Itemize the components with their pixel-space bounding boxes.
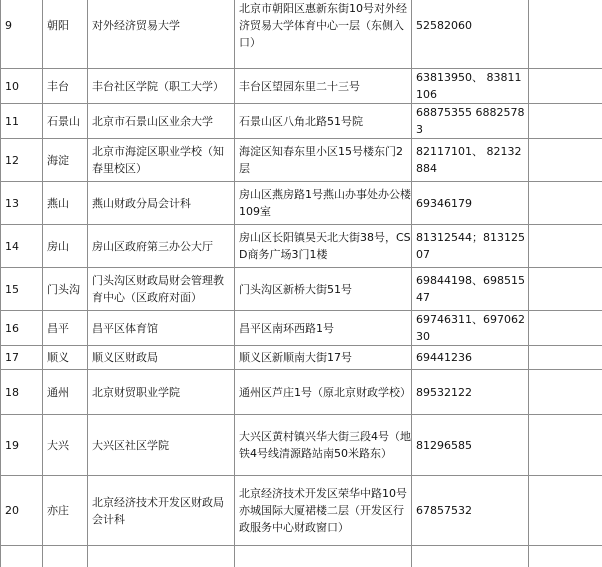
cell-blank xyxy=(529,415,602,476)
cell-phone: 81312544；81312507 xyxy=(412,225,529,268)
venue-table-body xyxy=(1,0,602,567)
cell-address: 大兴区黄村镇兴华大街三段4号（地铁4号线清源路站南50米路东） xyxy=(235,415,412,476)
cell-no: 9 xyxy=(1,0,43,69)
cell-district: 通州 xyxy=(43,370,88,415)
cell-no: 19 xyxy=(1,415,43,476)
cell-blank xyxy=(529,104,602,139)
cell-phone: 89532122 xyxy=(412,370,529,415)
table-row xyxy=(1,104,602,139)
cell-venue: 北京财贸职业学院 xyxy=(88,370,235,415)
cell-blank xyxy=(529,69,602,104)
table-row xyxy=(1,139,602,182)
cell-venue: 昌平区体育馆 xyxy=(88,311,235,346)
cell-district: 燕山 xyxy=(43,182,88,225)
cell-phone xyxy=(412,546,529,567)
cell-blank xyxy=(529,268,602,311)
table-row xyxy=(1,182,602,225)
cell-blank xyxy=(529,139,602,182)
table-row xyxy=(1,370,602,415)
cell-phone: 52582060 xyxy=(412,0,529,69)
cell-district: 石景山 xyxy=(43,104,88,139)
cell-venue: 北京市石景山区业余大学 xyxy=(88,104,235,139)
table-row xyxy=(1,268,602,311)
cell-address: 房山区长阳镇昊天北大街38号，CSD商务广场3门1楼 xyxy=(235,225,412,268)
cell-venue: 北京市海淀区职业学校（知春里校区） xyxy=(88,139,235,182)
cell-no: 13 xyxy=(1,182,43,225)
cell-address: 海淀区知春东里小区15号楼东门2层 xyxy=(235,139,412,182)
cell-no: 18 xyxy=(1,370,43,415)
table-row xyxy=(1,476,602,546)
cell-address: 房山区燕房路1号燕山办事处办公楼109室 xyxy=(235,182,412,225)
table-row xyxy=(1,311,602,346)
table-row xyxy=(1,546,602,567)
table-row xyxy=(1,225,602,268)
cell-venue: 北京经济技术开发区财政局会计科 xyxy=(88,476,235,546)
cell-venue: 对外经济贸易大学 xyxy=(88,0,235,69)
table-row xyxy=(1,0,602,69)
cell-venue: 门头沟区财政局财会管理教育中心（区政府对面） xyxy=(88,268,235,311)
cell-district: 顺义 xyxy=(43,346,88,370)
cell-address: 门头沟区新桥大街51号 xyxy=(235,268,412,311)
cell-phone: 69746311、69706230 xyxy=(412,311,529,346)
cell-no: 10 xyxy=(1,69,43,104)
cell-phone: 63813950、 83811106 xyxy=(412,69,529,104)
cell-blank xyxy=(529,225,602,268)
cell-district: 海淀 xyxy=(43,139,88,182)
cell-district: 亦庄 xyxy=(43,476,88,546)
cell-no: 15 xyxy=(1,268,43,311)
cell-blank xyxy=(529,370,602,415)
cell-phone: 69441236 xyxy=(412,346,529,370)
cell-blank xyxy=(529,346,602,370)
cell-address: 北京经济技术开发区荣华中路10号亦城国际大厦裙楼二层（开发区行政服务中心财政窗口） xyxy=(235,476,412,546)
cell-venue: 顺义区财政局 xyxy=(88,346,235,370)
cell-district: 房山 xyxy=(43,225,88,268)
cell-blank xyxy=(529,182,602,225)
cell-district: 门头沟 xyxy=(43,268,88,311)
cell-address: 石景山区八角北路51号院 xyxy=(235,104,412,139)
cell-address: 顺义区新顺南大街17号 xyxy=(235,346,412,370)
cell-district: 朝阳 xyxy=(43,0,88,69)
cell-address: 北京市朝阳区惠新东街10号对外经济贸易大学体育中心一层（东侧入口） xyxy=(235,0,412,69)
cell-phone: 81296585 xyxy=(412,415,529,476)
cell-venue: 大兴区社区学院 xyxy=(88,415,235,476)
cell-venue: 丰台社区学院（职工大学） xyxy=(88,69,235,104)
cell-no: 16 xyxy=(1,311,43,346)
cell-no xyxy=(1,546,43,567)
cell-no: 14 xyxy=(1,225,43,268)
cell-blank xyxy=(529,0,602,69)
cell-venue: 房山区政府第三办公大厅 xyxy=(88,225,235,268)
cell-no: 20 xyxy=(1,476,43,546)
cell-phone: 67857532 xyxy=(412,476,529,546)
cell-address: 丰台区望园东里二十三号 xyxy=(235,69,412,104)
cell-venue xyxy=(88,546,235,567)
cell-phone: 69844198、69851547 xyxy=(412,268,529,311)
cell-district: 大兴 xyxy=(43,415,88,476)
cell-district xyxy=(43,546,88,567)
cell-blank xyxy=(529,546,602,567)
cell-no: 17 xyxy=(1,346,43,370)
cell-phone: 68875355 68825783 xyxy=(412,104,529,139)
cell-address xyxy=(235,546,412,567)
cell-phone: 82117101、 82132884 xyxy=(412,139,529,182)
table-row xyxy=(1,346,602,370)
cell-no: 11 xyxy=(1,104,43,139)
cell-address: 昌平区南环西路1号 xyxy=(235,311,412,346)
cell-blank xyxy=(529,476,602,546)
cell-venue: 燕山财政分局会计科 xyxy=(88,182,235,225)
cell-no: 12 xyxy=(1,139,43,182)
cell-address: 通州区芦庄1号（原北京财政学校） xyxy=(235,370,412,415)
table-row xyxy=(1,69,602,104)
cell-phone: 69346179 xyxy=(412,182,529,225)
cell-district: 昌平 xyxy=(43,311,88,346)
cell-blank xyxy=(529,311,602,346)
cell-district: 丰台 xyxy=(43,69,88,104)
table-row xyxy=(1,415,602,476)
